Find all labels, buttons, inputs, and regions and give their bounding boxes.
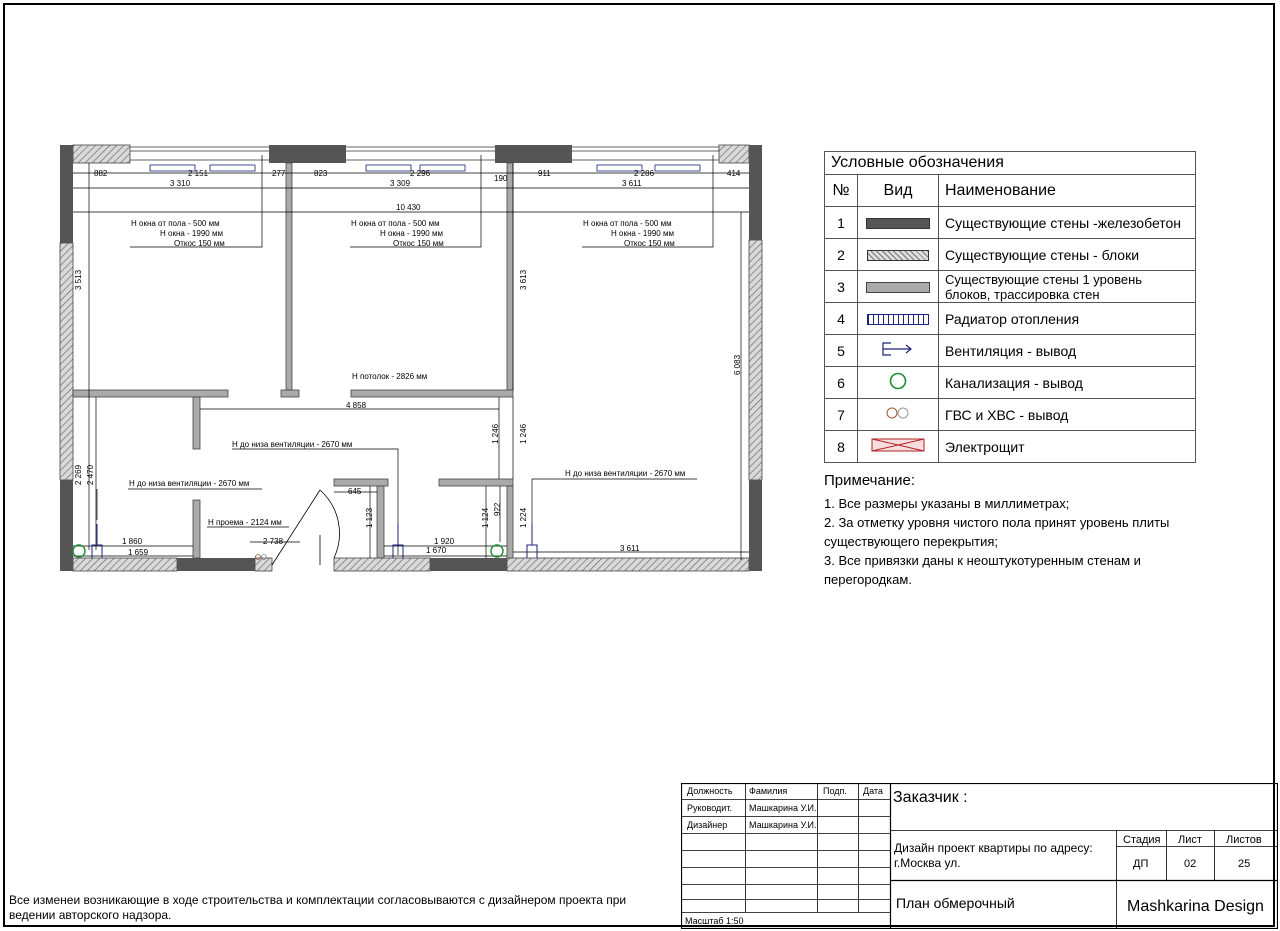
note-item: 1. Все размеры указаны в миллиметрах;: [824, 496, 1070, 511]
tb-r1-surname: Машкарина У.И.: [749, 803, 817, 813]
legend-title: Условные обозначения: [825, 152, 1196, 175]
legend-row-num: 4: [825, 303, 858, 335]
note-item: 3. Все привязки даны к неоштукотуренным стенам и перегородкам.: [824, 553, 1141, 587]
tb-header-date: Дата: [863, 786, 883, 796]
opening-height: Н проема - 2124 мм: [208, 518, 282, 527]
dim-top-4: 823: [314, 169, 328, 178]
legend-row-name: Существующие стены - блоки: [939, 239, 1196, 271]
dim-left-height: 3 513: [74, 269, 83, 290]
tb-header-sheets: Листов: [1226, 834, 1262, 846]
legend-row-num: 1: [825, 207, 858, 239]
dim-room-1: 3 310: [170, 179, 191, 188]
dim-1224: 1 224: [519, 507, 528, 528]
dim-922: 922: [493, 502, 502, 516]
tb-header-sheet: Лист: [1178, 834, 1202, 846]
legend-row-name: ГВС и ХВС - вывод: [939, 399, 1196, 431]
title-block: [681, 783, 1278, 929]
tb-header-sign: Подп.: [823, 786, 847, 796]
partition-swatch: [866, 282, 930, 293]
window-note-1a: Н окна от пола - 500 мм: [131, 219, 220, 228]
legend-row-num: 3: [825, 271, 858, 303]
tb-header-stage: Стадия: [1123, 834, 1161, 846]
dim-2738: 2 738: [263, 537, 284, 546]
tb-project-line1: Дизайн проект квартиры по адресу:: [894, 841, 1093, 855]
tb-company: Mashkarina Design: [1127, 898, 1264, 915]
legend-row-num: 2: [825, 239, 858, 271]
legend-row: [825, 207, 1196, 239]
dim-645: 645: [348, 487, 362, 496]
vent-note-1: Н до низа вентиляции - 2670 мм: [232, 440, 353, 449]
legend-row: [825, 399, 1196, 431]
ventilation-icon: [881, 341, 915, 357]
window-note-3b: Н окна - 1990 мм: [611, 229, 674, 238]
tb-header-surname: Фамилия: [749, 786, 788, 796]
note-item: 2. За отметку уровня чистого пола принят уровень плиты существующего перекрытия;: [824, 515, 1170, 549]
sewer-outlet-2: [491, 545, 503, 557]
dim-1246b: 1 246: [519, 423, 528, 444]
legend-row: [825, 239, 1196, 271]
legend-col-name: Наименование: [939, 175, 1196, 207]
sewer-icon: [888, 371, 908, 391]
legend-row-num: 8: [825, 431, 858, 463]
window-note-3c: Откос 150 мм: [624, 239, 675, 248]
dim-top-2: 2 151: [188, 169, 209, 178]
dim-right-height: 6 083: [733, 354, 742, 375]
window-note-1b: Н окна - 1990 мм: [160, 229, 223, 238]
legend-row: [825, 303, 1196, 335]
tb-r2-surname: Машкарина У.И.: [749, 820, 817, 830]
tb-drawing-name: План обмерочный: [896, 895, 1015, 911]
dim-2470: 2 470: [86, 464, 95, 485]
dim-top-9: 414: [727, 169, 741, 178]
floor-plan: [0, 0, 800, 600]
dim-1920: 1 920: [434, 537, 455, 546]
tb-client: Заказчик :: [893, 789, 968, 806]
dim-1123: 1 123: [365, 507, 374, 528]
legend-row: [825, 335, 1196, 367]
tb-sheet: 02: [1184, 858, 1197, 870]
dim-top-3: 277: [272, 169, 286, 178]
legend-table: [824, 151, 1196, 463]
legend-row-num: 5: [825, 335, 858, 367]
windows: [130, 147, 719, 160]
dim-top-8: 2 286: [634, 169, 655, 178]
vent-symbols: [92, 524, 537, 558]
door-swing: [272, 490, 339, 565]
legend-row-name: Вентиляция - вывод: [939, 335, 1196, 367]
dim-1860: 1 860: [122, 537, 143, 546]
legend-row-num: 7: [825, 399, 858, 431]
legend-col-num: №: [825, 175, 858, 207]
vent-note-2: Н до низа вентиляции - 2670 мм: [129, 479, 250, 488]
legend-row-name: Радиатор отопления: [939, 303, 1196, 335]
tb-r1-position: Руководит.: [687, 803, 732, 813]
window-note-1c: Откос 150 мм: [174, 239, 225, 248]
notes: [824, 471, 1214, 589]
ceiling-height: Н потолок - 2826 мм: [352, 372, 428, 381]
dim-1659: 1 659: [128, 548, 149, 557]
legend-row: [825, 367, 1196, 399]
dim-1246a: 1 246: [491, 423, 500, 444]
legend-col-view: Вид: [858, 175, 939, 207]
legend-row-name: Канализация - вывод: [939, 367, 1196, 399]
tb-project-line2: г.Москва ул.: [894, 856, 961, 870]
legend-row: [825, 271, 1196, 303]
electrical-panel-icon: [871, 438, 925, 452]
dim-1670: 1 670: [426, 546, 447, 555]
legend-row-name: Существующие стены 1 уровень блоков, трассировка стен: [939, 271, 1196, 303]
dim-room-2: 3 309: [390, 179, 411, 188]
tb-stage: ДП: [1133, 858, 1149, 870]
dim-corridor: 4 858: [346, 401, 367, 410]
legend-row-num: 6: [825, 367, 858, 399]
dim-top-6: 190: [494, 174, 508, 183]
window-note-2c: Откос 150 мм: [393, 239, 444, 248]
tb-sheets: 25: [1238, 858, 1251, 870]
dim-3611b: 3 611: [620, 544, 640, 553]
window-note-2a: Н окна от пола - 500 мм: [351, 219, 440, 228]
tb-r2-position: Дизайнер: [687, 820, 728, 830]
window-note-3a: Н окна от пола - 500 мм: [583, 219, 672, 228]
dim-top-1: 882: [94, 169, 108, 178]
footer-note: Все изменеи возникающие в ходе строительства и комплектации согласовываются с дизайнером проекта при ведении авторского надзора.: [9, 893, 627, 922]
rc-wall-swatch: [866, 218, 930, 229]
dim-total: 10 430: [396, 203, 421, 212]
water-icon: [884, 406, 912, 420]
window-note-2b: Н окна - 1990 мм: [380, 229, 443, 238]
legend-row: [825, 431, 1196, 463]
radiator-icon: [867, 314, 929, 325]
dim-room-3: 3 611: [622, 179, 642, 188]
dimension-lines: [73, 155, 749, 560]
tb-header-position: Должность: [687, 786, 733, 796]
sewer-outlet-1: [73, 545, 85, 557]
dim-top-5: 2 296: [410, 169, 431, 178]
block-wall-swatch: [867, 250, 929, 261]
notes-title: Примечание:: [824, 472, 915, 489]
legend-row-name: Существующие стены -железобетон: [939, 207, 1196, 239]
dim-2269: 2 269: [74, 464, 83, 485]
dim-1124: 1 124: [481, 507, 490, 528]
dim-mid-height: 3 613: [519, 269, 528, 290]
tb-scale: Масштаб 1:50: [685, 916, 744, 926]
vent-note-3: Н до низа вентиляции - 2670 мм: [565, 469, 686, 478]
legend-row-name: Электрощит: [939, 431, 1196, 463]
dim-top-7: 911: [538, 169, 551, 178]
